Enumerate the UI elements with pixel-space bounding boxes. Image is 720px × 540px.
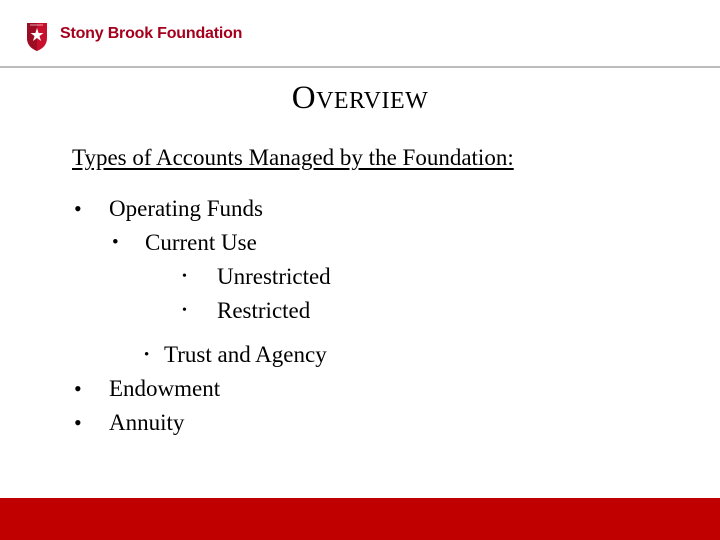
org-name: Stony Brook Foundation	[60, 25, 243, 42]
list-item-label: Unrestricted	[217, 264, 331, 289]
bullet-icon: •	[144, 347, 150, 363]
bullet-icon: •	[74, 410, 82, 435]
page-title	[0, 80, 720, 117]
subtitle: Types of Accounts Managed by the Foundation:	[72, 145, 514, 170]
list-item-label: Restricted	[217, 298, 311, 323]
title-rest: VERVIEW	[316, 88, 429, 114]
header	[0, 0, 720, 68]
list-item-label: Current Use	[145, 230, 257, 255]
list-item-label: Operating Funds	[109, 196, 263, 221]
bullet-icon: •	[182, 269, 187, 284]
list-item-label: Endowment	[109, 376, 221, 401]
bullet-icon: •	[112, 232, 119, 253]
title-initial: O	[291, 80, 317, 116]
stony-brook-star-shield-icon	[24, 20, 50, 52]
bullet-icon: •	[182, 303, 187, 318]
footer-bar	[0, 498, 720, 540]
list-item-label: Trust and Agency	[164, 342, 327, 367]
list-item-label: Annuity	[109, 410, 185, 435]
bullet-icon: •	[74, 196, 82, 221]
bullet-icon: •	[74, 376, 82, 401]
header-divider	[0, 66, 720, 68]
